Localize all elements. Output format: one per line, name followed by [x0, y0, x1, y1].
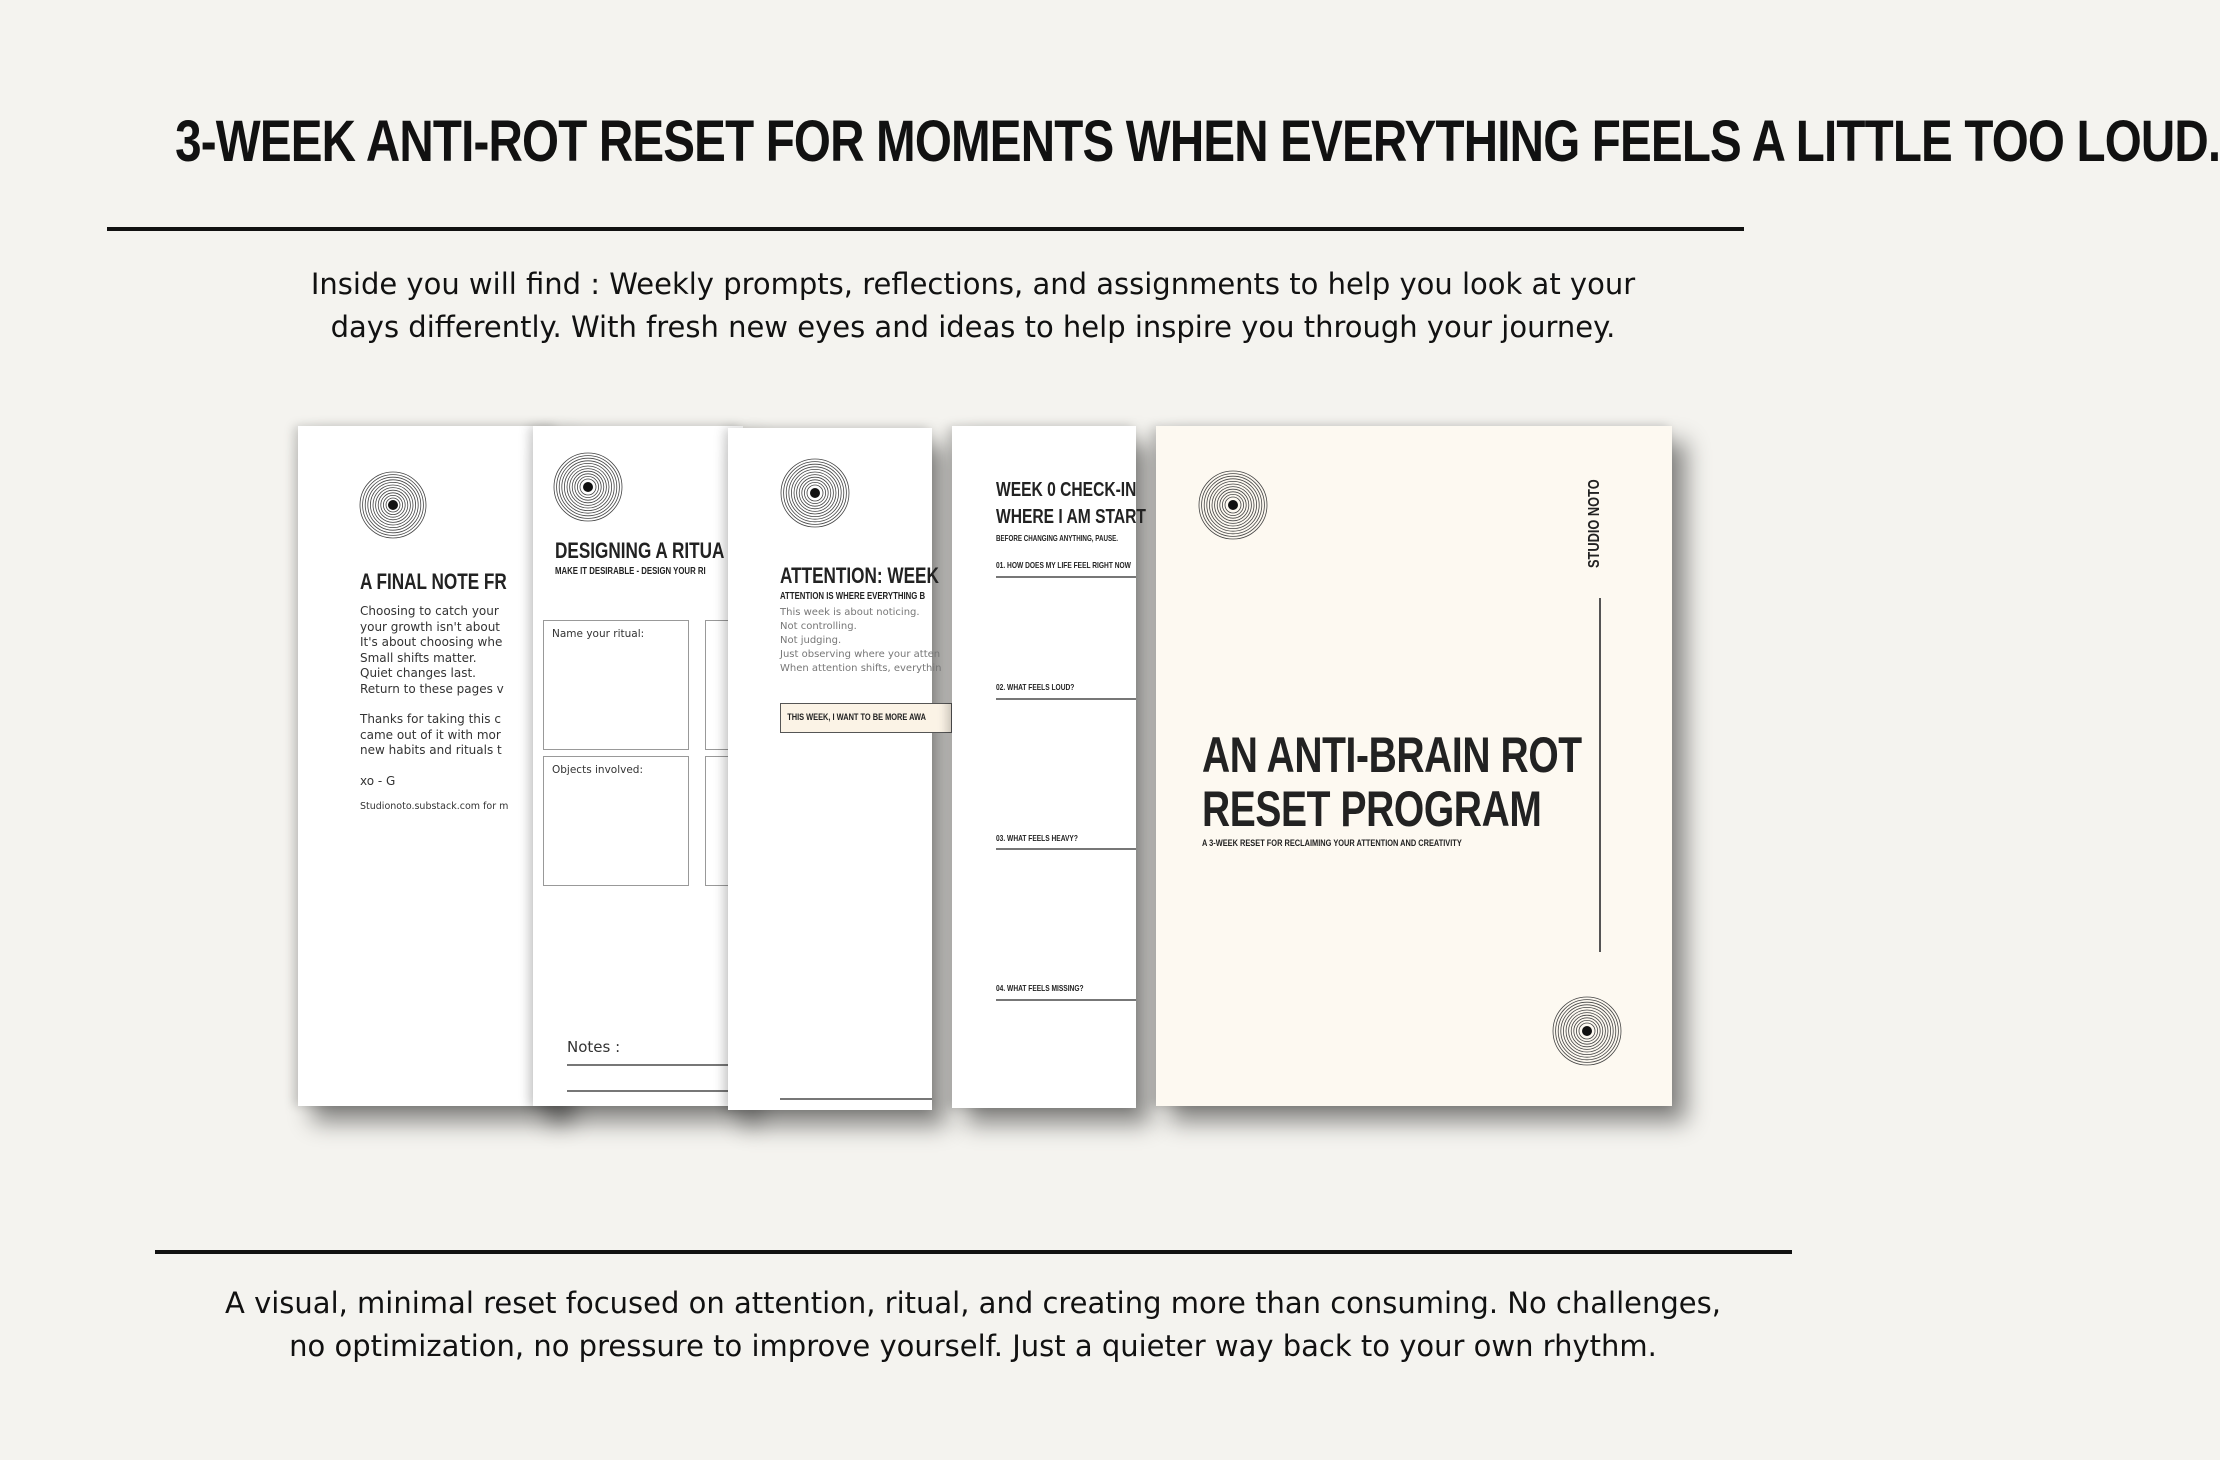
concentric-circles-icon	[1198, 470, 1268, 540]
checkin-question-3: 03. WHAT FEELS HEAVY?	[996, 833, 1078, 843]
intro-line-2: days differently. With fresh new eyes and ideas to help inspire you through your journey.	[330, 310, 1616, 344]
body-line: Not controlling.	[780, 621, 857, 632]
page-attention-week	[728, 428, 942, 1110]
concentric-circles-icon	[553, 452, 623, 522]
answer-line	[996, 999, 1136, 1001]
attention-body	[780, 606, 941, 676]
page-designing-ritual	[533, 426, 743, 1106]
body-line: Thanks for taking this c	[360, 712, 501, 726]
answer-line	[996, 848, 1136, 850]
body-line: Not judging.	[780, 635, 842, 646]
box-label: Name your ritual:	[552, 628, 645, 640]
notes-label: Notes :	[567, 1038, 621, 1056]
attention-prompt: THIS WEEK, I WANT TO BE MORE AWA	[787, 712, 926, 723]
checkin-title-2: WHERE I AM START	[996, 506, 1146, 528]
body-line: your growth isn't about	[360, 619, 500, 634]
checkin-question-1: 01. HOW DOES MY LIFE FEEL RIGHT NOW	[996, 560, 1131, 570]
ritual-title: DESIGNING A RITUA	[555, 538, 725, 563]
divider-bottom	[155, 1250, 1792, 1254]
answer-line	[996, 576, 1136, 578]
body-line: It's about choosing whe	[360, 635, 503, 649]
brand-name: STUDIO NOTO	[1586, 479, 1603, 568]
page-cover	[1156, 426, 1672, 1106]
concentric-circles-icon	[780, 458, 850, 528]
intro-line-1: Inside you will find : Weekly prompts, reflections, and assignments to help you look at your	[310, 267, 1636, 301]
cover-vertical-rule	[1599, 598, 1601, 952]
substack-link: Studionoto.substack.com for m	[360, 801, 509, 812]
cover-subtitle: A 3-WEEK RESET FOR RECLAIMING YOUR ATTENTION AND CREATIVITY	[1202, 838, 1462, 849]
checkin-question-2: 02. WHAT FEELS LOUD?	[996, 682, 1075, 692]
body-line: When attention shifts, everythin	[780, 663, 942, 674]
ritual-name-box	[543, 620, 689, 750]
final-note-body	[360, 604, 508, 815]
box-label: Objects involved:	[552, 764, 644, 776]
body-line: Just observing where your atten	[780, 649, 941, 660]
cover-title-1: AN ANTI-BRAIN ROT	[1202, 727, 1582, 783]
body-line: new habits and rituals t	[360, 743, 502, 757]
body-line: Return to these pages v	[360, 681, 504, 696]
outro-line-1: A visual, minimal reset focused on attention, ritual, and creating more than consuming. No challenges,	[225, 1286, 1721, 1320]
notes-line	[567, 1064, 743, 1066]
body-line: This week is about noticing.	[780, 607, 920, 618]
body-line: came out of it with mor	[360, 727, 501, 742]
checkin-title-1: WEEK 0 CHECK-IN	[996, 479, 1137, 501]
cover-title-2: RESET PROGRAM	[1202, 781, 1542, 837]
ritual-objects-box	[543, 756, 689, 886]
page-final-note	[298, 426, 558, 1106]
notes-line	[567, 1090, 743, 1092]
concentric-circles-icon	[1552, 996, 1622, 1066]
product-mockup	[268, 404, 1718, 1126]
outro-text	[0, 1282, 1946, 1368]
checkin-subtitle: BEFORE CHANGING ANYTHING, PAUSE.	[996, 534, 1119, 543]
divider-top	[107, 227, 1744, 231]
intro-text	[0, 263, 1946, 349]
brand-vertical	[1586, 468, 1616, 568]
attention-title: ATTENTION: WEEK	[780, 563, 939, 588]
body-line: Choosing to catch your	[360, 604, 499, 618]
final-note-title: A FINAL NOTE FR	[360, 569, 507, 594]
outro-line-2: no optimization, no pressure to improve yourself. Just a quieter way back to your own rhythm.	[289, 1329, 1657, 1363]
page-week0-checkin	[952, 426, 1146, 1108]
ritual-subtitle: MAKE IT DESIRABLE - DESIGN YOUR RI	[555, 566, 706, 577]
attention-subtitle: ATTENTION IS WHERE EVERYTHING B	[780, 591, 926, 602]
headline: 3-WEEK ANTI-ROT RESET FOR MOMENTS WHEN EVERYTHING FEELS A LITTLE TOO LOUD.	[175, 109, 2220, 174]
answer-line	[996, 698, 1136, 700]
concentric-circles-icon	[359, 471, 427, 539]
attention-line	[780, 1098, 932, 1100]
checkin-question-4: 04. WHAT FEELS MISSING?	[996, 983, 1084, 993]
body-line: Small shifts matter.	[360, 650, 477, 665]
attention-prompt-box	[780, 703, 952, 733]
signature: xo - G	[360, 773, 396, 788]
body-line: Quiet changes last.	[360, 666, 476, 680]
